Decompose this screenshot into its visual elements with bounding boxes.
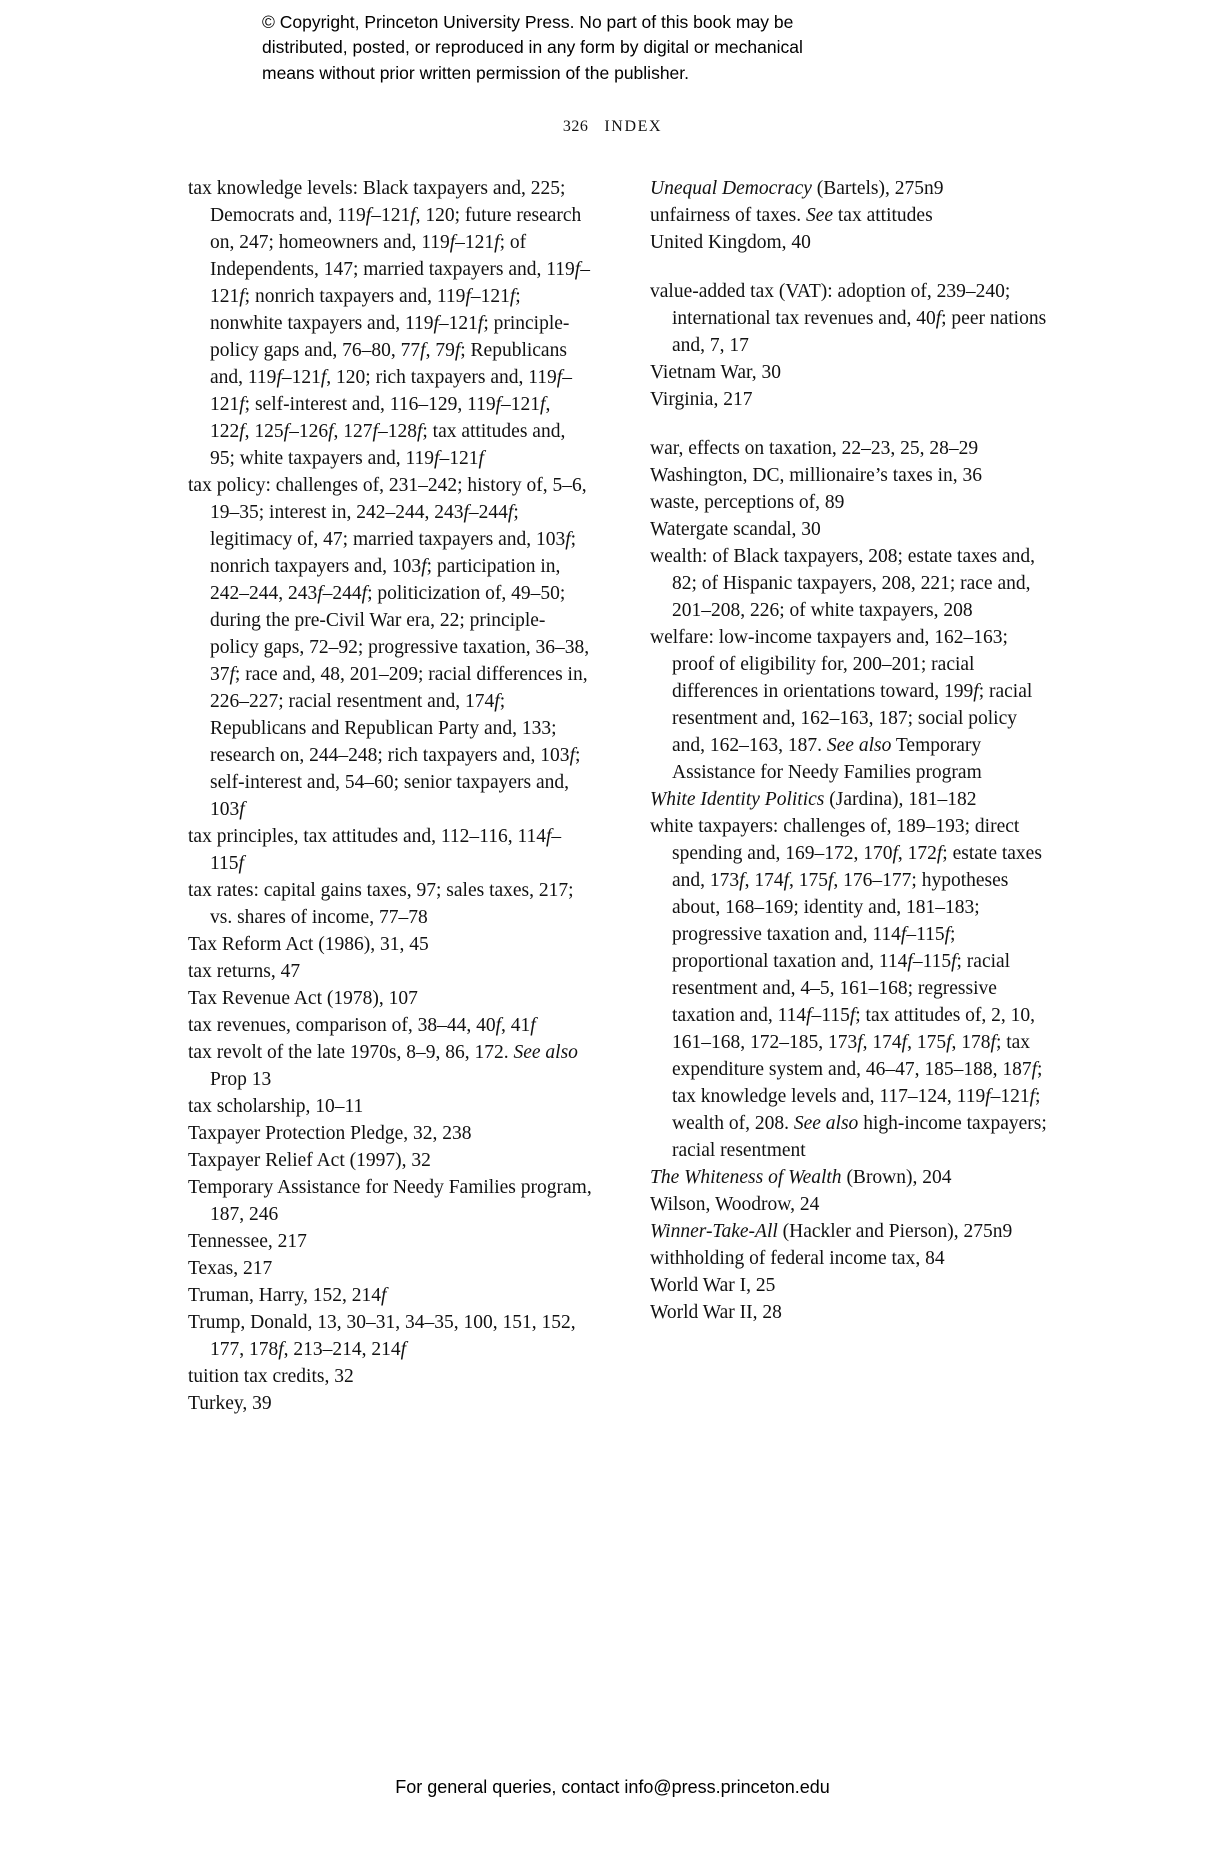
index-entry: tax policy: challenges of, 231–242; history of, 5–6, 19–35; interest in, 242–244, 243f–244f; legitimacy of, 47; married taxpayers and, 103f; nonrich taxpayers and, 103f; participation in, 242–244, 243f–244f; politicization of, 49–50; during the pre-Civil War era, 22; principle-policy gaps, 72–92; progressive taxation, 36–38, 37f; race and, 48, 201–209; racial differences in, 226–227; racial resentment and, 174f; Republicans and Republican Party and, 133; research on, 244–248; rich taxpayers and, 103f; self-interest and, 54–60; senior taxpayers and, 103f xyxy=(188,475,590,820)
index-entry: tax knowledge levels: Black taxpayers and, 225; Democrats and, 119f–121f, 120; future research on, 247; homeowners and, 119f–121f; of Independents, 147; married taxpayers and, 119f–121f; nonrich taxpayers and, 119f–121f; nonwhite taxpayers and, 119f–121f; principle-policy gaps and, 76–80, 77f, 79f; Republicans and, 119f–121f, 120; rich taxpayers and, 119f–121f; self-interest and, 116–129, 119f–121f, 122f, 125f–126f, 127f–128f; tax attitudes and, 95; white taxpayers and, 119f–121f xyxy=(188,178,590,469)
index-entry: Wilson, Woodrow, 24 xyxy=(650,1194,820,1215)
index-column-left xyxy=(188,175,592,1417)
index-entry: Unequal Democracy (Bartels), 275n9 xyxy=(650,178,944,199)
index-entry: Virginia, 217 xyxy=(650,389,753,410)
index-entry: United Kingdom, 40 xyxy=(650,232,811,253)
running-head-title: INDEX xyxy=(604,118,663,135)
index-entry: withholding of federal income tax, 84 xyxy=(650,1248,945,1269)
index-entry: unfairness of taxes. See tax attitudes xyxy=(650,205,933,226)
index-entry: tax returns, 47 xyxy=(188,961,301,982)
index-entry: war, effects on taxation, 22–23, 25, 28–29 xyxy=(650,438,979,459)
index-columns xyxy=(188,175,1054,1417)
index-entry: value-added tax (VAT): adoption of, 239–240; international tax revenues and, 40f; peer nations and, 7, 17 xyxy=(650,281,1047,356)
running-head xyxy=(0,118,1225,136)
index-entry: Watergate scandal, 30 xyxy=(650,519,821,540)
index-entry: Turkey, 39 xyxy=(188,1393,272,1414)
copyright-line-1: © Copyright, Princeton University Press. No part of this book may be xyxy=(262,12,794,32)
index-entry: White Identity Politics (Jardina), 181–182 xyxy=(650,789,977,810)
copyright-line-3: means without prior written permission of the publisher. xyxy=(262,62,690,83)
index-entry: tuition tax credits, 32 xyxy=(188,1366,354,1387)
index-entry: tax rates: capital gains taxes, 97; sales taxes, 217; vs. shares of income, 77–78 xyxy=(188,880,574,928)
index-entry: tax principles, tax attitudes and, 112–116, 114f–115f xyxy=(188,826,562,874)
page-footer: For general queries, contact info@press.princeton.edu xyxy=(395,1777,830,1797)
index-entry: World War I, 25 xyxy=(650,1275,776,1296)
index-entry: The Whiteness of Wealth (Brown), 204 xyxy=(650,1167,952,1188)
index-entry: Taxpayer Relief Act (1997), 32 xyxy=(188,1150,431,1171)
copyright-line-2: distributed, posted, or reproduced in any form by digital or mechanical xyxy=(262,37,803,58)
index-entry: tax scholarship, 10–11 xyxy=(188,1096,364,1117)
index-entry: Truman, Harry, 152, 214f xyxy=(188,1285,387,1306)
index-entry: Tax Reform Act (1986), 31, 45 xyxy=(188,934,429,955)
index-entry: Texas, 217 xyxy=(188,1258,273,1279)
index-entry: Tennessee, 217 xyxy=(188,1231,307,1252)
index-entry: Vietnam War, 30 xyxy=(650,362,781,383)
index-entry: wealth: of Black taxpayers, 208; estate taxes and, 82; of Hispanic taxpayers, 208, 221; race and, 201–208, 226; of white taxpayers, 208 xyxy=(650,546,1035,621)
index-entry: Temporary Assistance for Needy Families program, 187, 246 xyxy=(188,1177,592,1225)
index-entry: Tax Revenue Act (1978), 107 xyxy=(188,988,418,1009)
index-entry: Trump, Donald, 13, 30–31, 34–35, 100, 151, 152, 177, 178f, 213–214, 214f xyxy=(188,1312,576,1360)
page-number: 326 xyxy=(562,118,589,135)
index-entry: Taxpayer Protection Pledge, 32, 238 xyxy=(188,1123,472,1144)
index-entry: welfare: low-income taxpayers and, 162–163; proof of eligibility for, 200–201; racial differences in orientations toward, 199f; racial resentment and, 162–163, 187; social policy and, 162–163, 187. See also Temporary Assistance for Needy Families program xyxy=(650,627,1033,783)
index-column-right xyxy=(650,175,1054,1417)
index-entry: waste, perceptions of, 89 xyxy=(650,492,845,513)
index-entry: Washington, DC, millionaire’s taxes in, 36 xyxy=(650,465,983,486)
index-entry: tax revolt of the late 1970s, 8–9, 86, 172. See also Prop 13 xyxy=(188,1042,578,1090)
index-entry: white taxpayers: challenges of, 189–193; direct spending and, 169–172, 170f, 172f; estate taxes and, 173f, 174f, 175f, 176–177; hypotheses about, 168–169; identity and, 181–183; progressive taxation and, 114f–115f; proportional taxation and, 114f–115f; racial resentment and, 4–5, 161–168; regressive taxation and, 114f–115f; tax attitudes of, 2, 10, 161–168, 172–185, 173f, 174f, 175f, 178f; tax expenditure system and, 46–47, 185–188, 187f; tax knowledge levels and, 117–124, 119f–121f; wealth of, 208. See also high-income taxpayers; racial resentment xyxy=(650,816,1047,1161)
index-entry: tax revenues, comparison of, 38–44, 40f, 41f xyxy=(188,1015,536,1036)
index-entry: World War II, 28 xyxy=(650,1302,782,1323)
index-entry: Winner-Take-All (Hackler and Pierson), 275n9 xyxy=(650,1221,1013,1242)
copyright-notice xyxy=(262,10,962,86)
